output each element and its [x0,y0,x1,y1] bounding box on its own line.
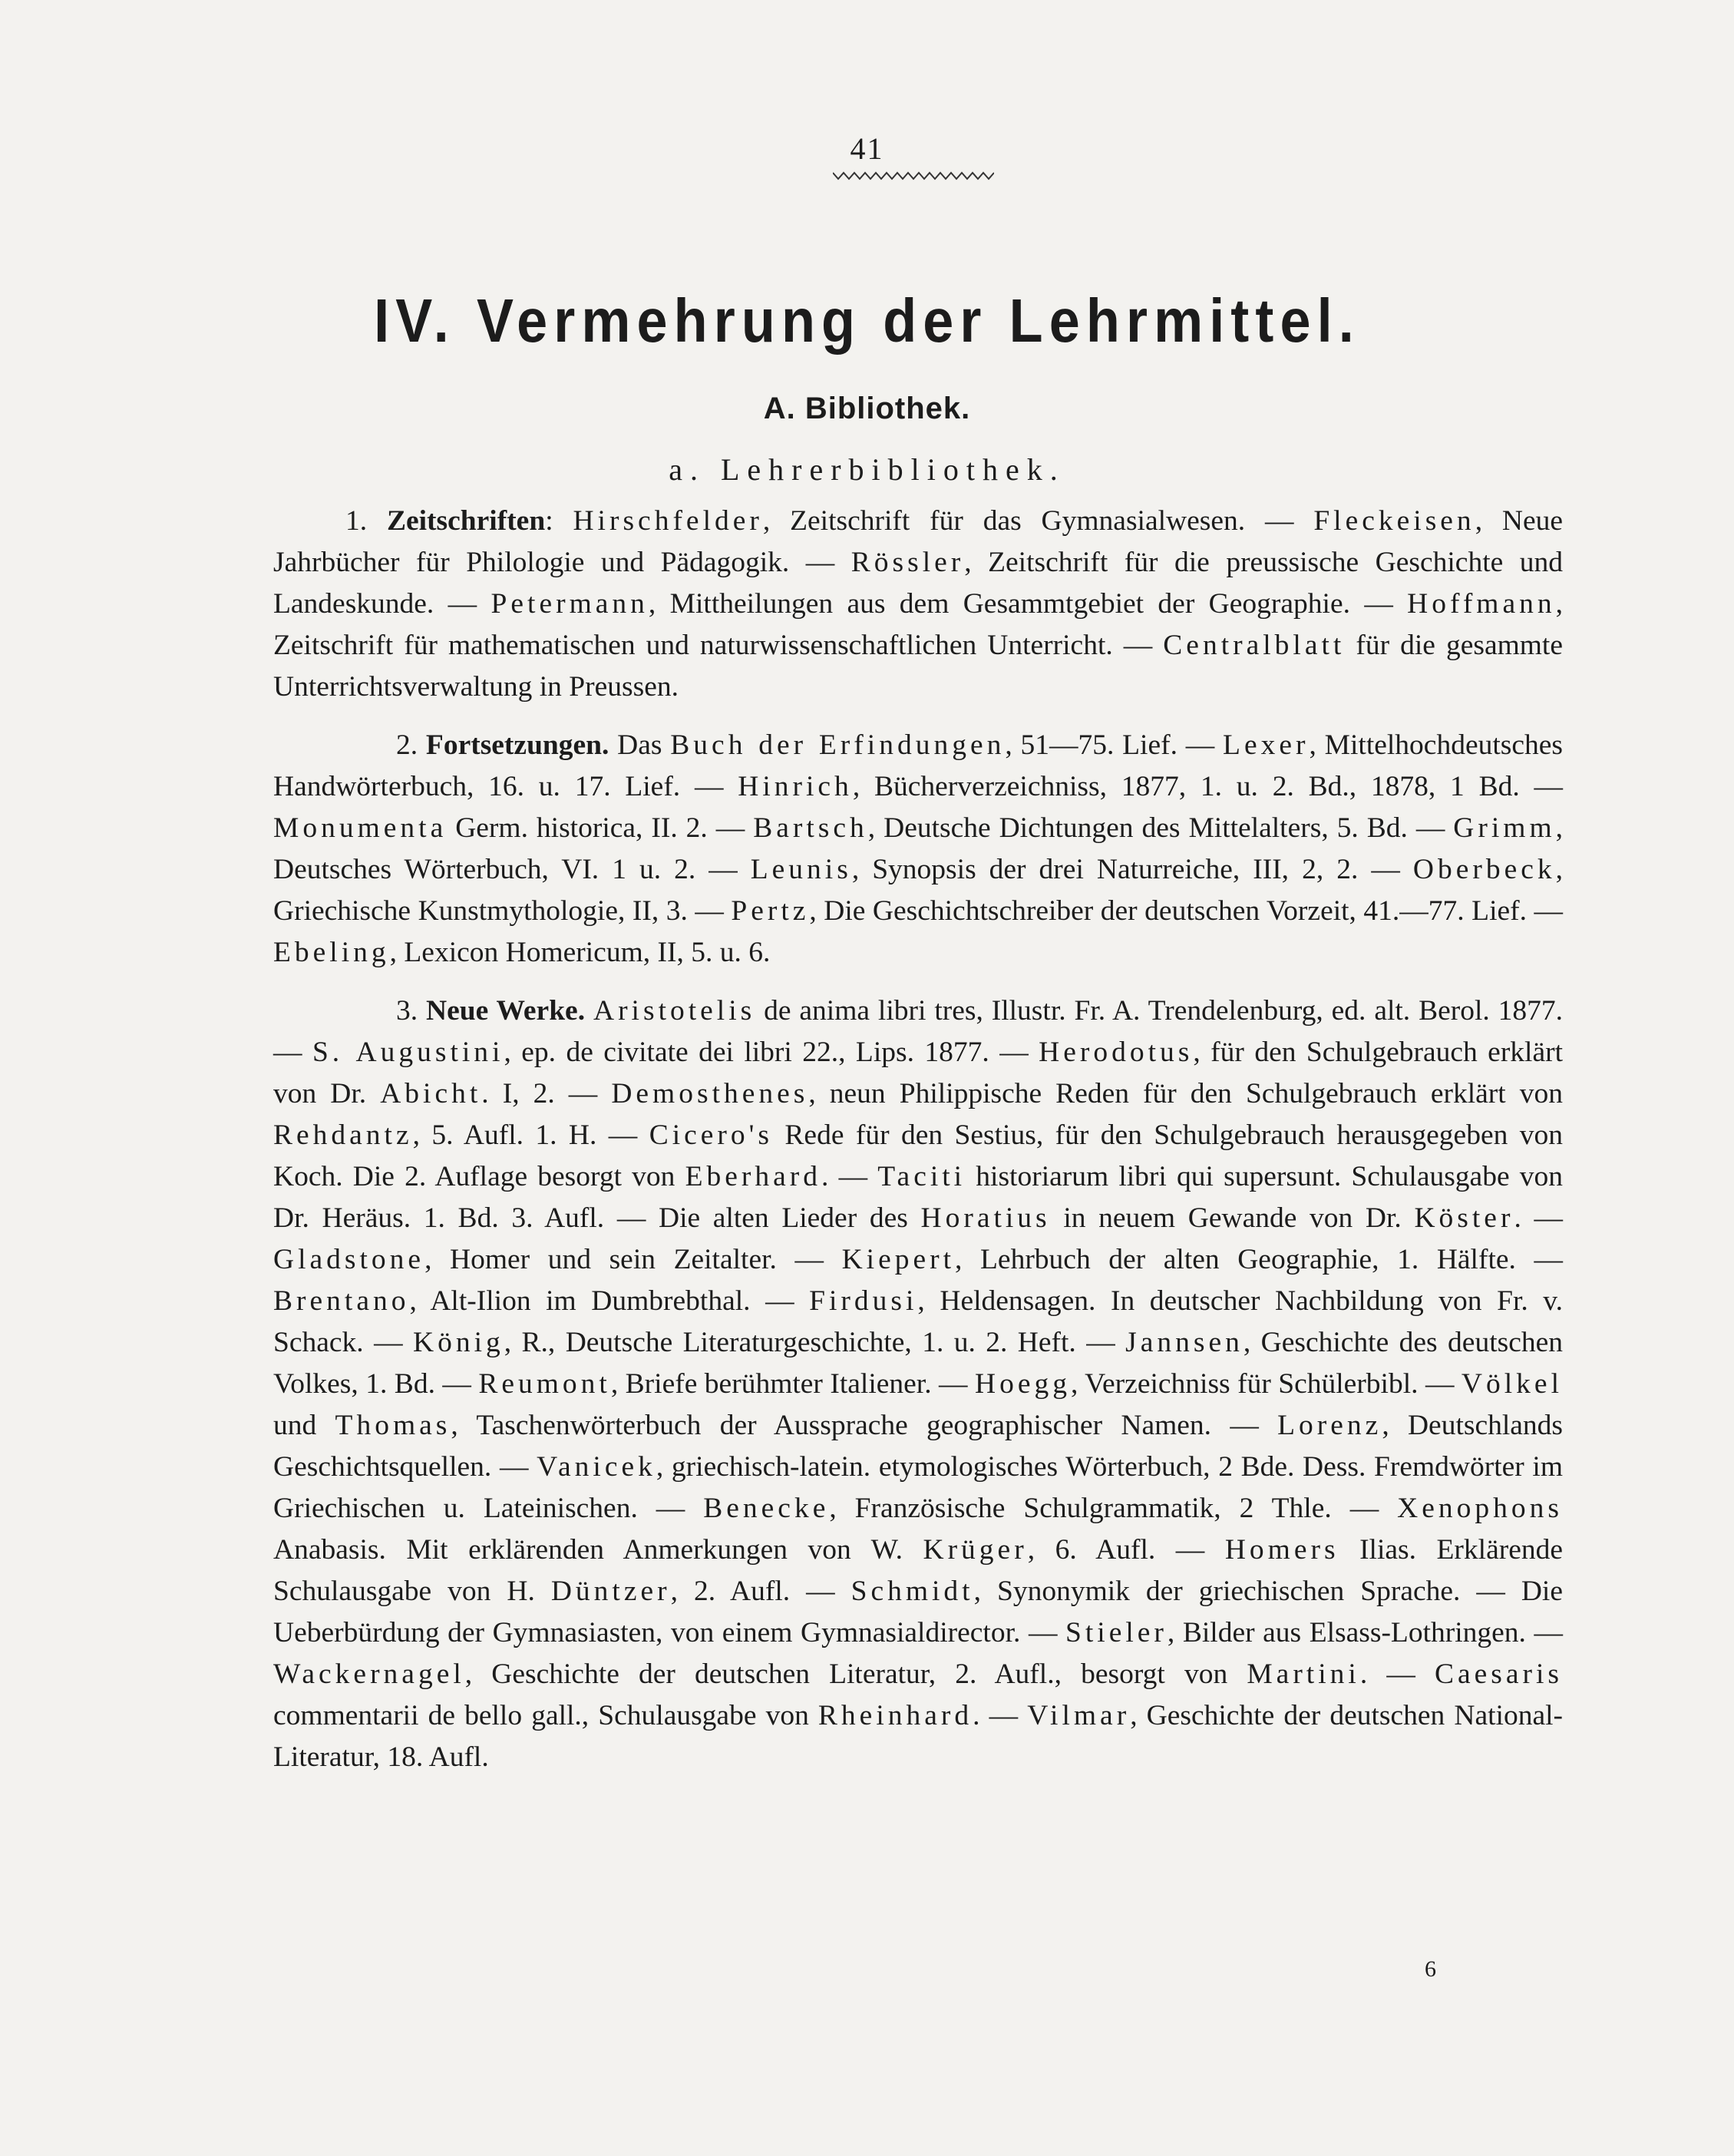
main-heading: IV. Vermehrung der Lehrmittel. [374,286,1360,355]
signature-mark: 6 [1425,1956,1436,1982]
body-text [273,501,1563,1795]
paragraph-fortsetzungen: 2. Fortsetzungen. Das Buch der Erfindungen, 51—75. Lief. — Lexer, Mittelhochdeutsches Handwörterbuch, 16. u. 17. Lief. — Hinrich, Bücherverzeichniss, 1877, 1. u. 2. Bd., 1878, 1 Bd. — Monumenta Germ. historica, II. 2. — Bartsch, Deutsche Dichtungen des Mittelalters, 5. Bd. — Grimm, Deutsches Wörterbuch, VI. 1 u. 2. — Leunis, Synopsis der drei Naturreiche, III, 2, 2. — Oberbeck, Griechische Kunstmythologie, II, 3. — Pertz, Die Geschichtschreiber der deutschen Vorzeit, 41.—77. Lief. — Ebeling, Lexicon Homericum, II, 5. u. 6. [273,729,1563,968]
paragraph-neue-werke: 3. Neue Werke. Aristotelis de anima libri tres, Illustr. Fr. A. Trendelenburg, ed. alt. Berol. 1877. — S. Augustini, ep. de civitate dei libri 22., Lips. 1877. — Herodotus, für den Schulgebrauch erklärt von Dr. Abicht. I, 2. — Demosthenes, neun Philippische Reden für den Schulgebrauch erklärt von Rehdantz, 5. Aufl. 1. H. — Cicero's Rede für den Sestius, für den Schulgebrauch herausgegeben von Koch. Die 2. Auflage besorgt von Eberhard. — Taciti historiarum libri qui supersunt. Schulausgabe von Dr. Heräus. 1. Bd. 3. Aufl. — Die alten Lieder des Horatius in neuem Gewande von Dr. Köster. — Gladstone, Homer und sein Zeitalter. — Kiepert, Lehrbuch der alten Geographie, 1. Hälfte. — Brentano, Alt-Ilion im Dumbrebthal. — Firdusi, Heldensagen. In deutscher Nachbildung von Fr. v. Schack. — König, R., Deutsche Literaturgeschichte, 1. u. 2. Heft. — Jannsen, Geschichte des deutschen Volkes, 1. Bd. — Reumont, Briefe berühmter Italiener. — Hoegg, Verzeichniss für Schülerbibl. — Völkel und Thomas, Taschenwörterbuch der Aussprache geographischer Namen. — Lorenz, Deutschlands Geschichtsquellen. — Vanicek, griechisch-latein. etymologisches Wörterbuch, 2 Bde. Dess. Fremdwörter im Griechischen u. Lateinischen. — Benecke, Französische Schulgrammatik, 2 Thle. — Xenophons Anabasis. Mit erklärenden Anmerkungen von W. Krüger, 6. Aufl. — Homers Ilias. Erklärende Schulausgabe von H. Düntzer, 2. Aufl. — Schmidt, Synonymik der griechischen Sprache. — Die Ueberbürdung der Gymnasiasten, von einem Gymnasialdirector. — Stieler, Bilder aus Elsass-Lothringen. — Wackernagel, Geschichte der deutschen Literatur, 2. Aufl., besorgt von Martini. — Caesaris commentarii de bello gall., Schulausgabe von Rheinhard. — Vilmar, Geschichte der deutschen National-Literatur, 18. Aufl. [273,995,1564,1773]
page-number: 41 [850,131,884,166]
subsection-heading: a. Lehrerbibliothek. [669,452,1065,487]
paragraph-zeitschriften: 1. Zeitschriften: Hirschfelder, Zeitschrift für das Gymnasialwesen. — Fleckeisen, Neue Jahrbücher für Philologie und Pädagogik. — Rössler, Zeitschrift für die preussische Geschichte und Landeskunde. — Petermann, Mittheilungen aus dem Gesammtgebiet der Geographie. — Hoffmann, Zeitschrift für mathematischen und naturwissenschaftlichen Unterricht. — Centralblatt für die gesammte Unterrichtsverwaltung in Preussen. [273,505,1564,703]
section-heading: A. Bibliothek. [763,392,971,425]
wavy-rule-ornament [833,170,994,181]
